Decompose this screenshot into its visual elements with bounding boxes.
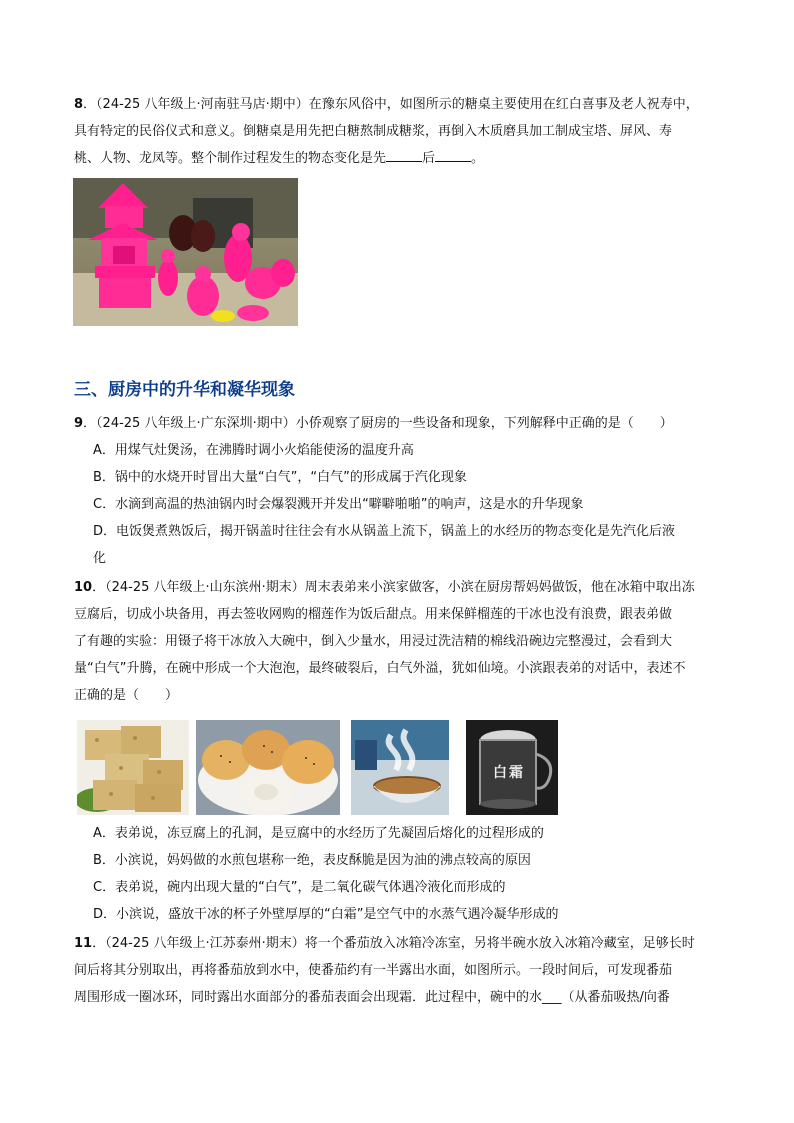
q9-option-a[interactable]: A．用煤气灶煲汤，在沸腾时调小火焰能使汤的温度升高 bbox=[93, 443, 414, 458]
q8-line3: 桃、人物、龙凤等。整个制作过程发生的物态变化是先 后 。 bbox=[74, 151, 485, 166]
q10-line3: 了有趣的实验：用镊子将干冰放入大碗中，倒入少量水，用浸过洗洁精的棉线沿碗边完整漫过，会看到大 bbox=[74, 634, 673, 649]
q9-stem: 9．（24-25 八年级上·广东深圳·期中）小侨观察了厨房的一些设备和现象，下列解释中正确的是（ ） bbox=[74, 416, 673, 431]
steaming-bowl-photo bbox=[351, 720, 449, 815]
q10-option-d[interactable]: D．小滨说，盛放干冰的杯子外壁厚厚的“白霜”是空气中的水蒸气遇冷凝华形成的 bbox=[93, 907, 559, 922]
q9-option-c[interactable]: C．水滴到高温的热油锅内时会爆裂溅开并发出“噼噼啪啪”的响声，这是水的升华现象 bbox=[93, 497, 584, 512]
q9-option-d-cont: 化 bbox=[93, 551, 107, 566]
q10-line5: 正确的是（ ） bbox=[74, 688, 179, 703]
q10-line4: 量“白气”升腾，在碗中形成一个大泡泡，最终破裂后，白气外溢，犹如仙境。小滨跟表弟的对话中，表述不 bbox=[74, 661, 686, 676]
q8-number: 8 bbox=[74, 97, 84, 112]
q10-option-a[interactable]: A．表弟说，冻豆腐上的孔洞，是豆腐中的水经历了先凝固后熔化的过程形成的 bbox=[93, 826, 544, 841]
q9-number: 9 bbox=[74, 416, 84, 431]
frozen-tofu-photo bbox=[77, 720, 189, 815]
frost-mug-photo bbox=[466, 720, 558, 815]
q10-line1: 10．（24-25 八年级上·山东滨州·期末）周末表弟来小滨家做客，小滨在厨房帮妈妈做饭，他在冰箱中取出冻 bbox=[74, 580, 695, 595]
sugar-table-photo bbox=[73, 178, 298, 326]
q9-option-d[interactable]: D．电饭煲煮熟饭后，揭开锅盖时往往会有水从锅盖上流下，锅盖上的水经历的物态变化是先汽化后液 bbox=[93, 524, 676, 539]
q11-line1: 11．（24-25 八年级上·江苏泰州·期末）将一个番茄放入冰箱冷冻室，另将半碗水放入冰箱冷藏室，足够长时 bbox=[74, 936, 695, 951]
q9-option-b[interactable]: B．锅中的水烧开时冒出大量“白气”，“白气”的形成属于汽化现象 bbox=[93, 470, 467, 485]
q10-line2: 豆腐后，切成小块备用，再去签收网购的榴莲作为饭后甜点。用来保鲜榴莲的干冰也没有浪费，跟表弟做 bbox=[74, 607, 673, 622]
q11-line2: 间后将其分别取出，再将番茄放到水中，使番茄约有一半露出水面，如图所示。一段时间后，可发现番茄 bbox=[74, 963, 673, 978]
q11-line3: 周围形成一圈冰环，同时露出水面部分的番茄表面会出现霜．此过程中，碗中的水___（从番茄吸热/向番 bbox=[74, 990, 670, 1005]
q10-number: 10 bbox=[74, 580, 93, 595]
q11-number: 11 bbox=[74, 936, 93, 951]
q8-blank-1[interactable] bbox=[386, 149, 422, 162]
fried-buns-photo bbox=[196, 720, 340, 815]
q10-option-c[interactable]: C．表弟说，碗内出现大量的“白气”，是二氧化碳气体遇冷液化而形成的 bbox=[93, 880, 506, 895]
q10-option-b[interactable]: B．小滨说，妈妈做的水煎包堪称一绝，表皮酥脆是因为油的沸点较高的原因 bbox=[93, 853, 531, 868]
q8-line2: 具有特定的民俗仪式和意义。倒糖桌是用先把白糖熬制成糖浆，再倒入木质磨具加工制成宝塔、屏风、寿 bbox=[74, 124, 673, 139]
q8-line1: 8．（24-25 八年级上·河南驻马店·期中）在豫东风俗中，如图所示的糖桌主要使用在红白喜事及老人祝寿中， bbox=[74, 97, 699, 112]
section-title: 三、厨房中的升华和凝华现象 bbox=[74, 380, 295, 400]
q8-blank-2[interactable] bbox=[435, 149, 471, 162]
frost-mug-label: 白霜 bbox=[493, 765, 525, 781]
